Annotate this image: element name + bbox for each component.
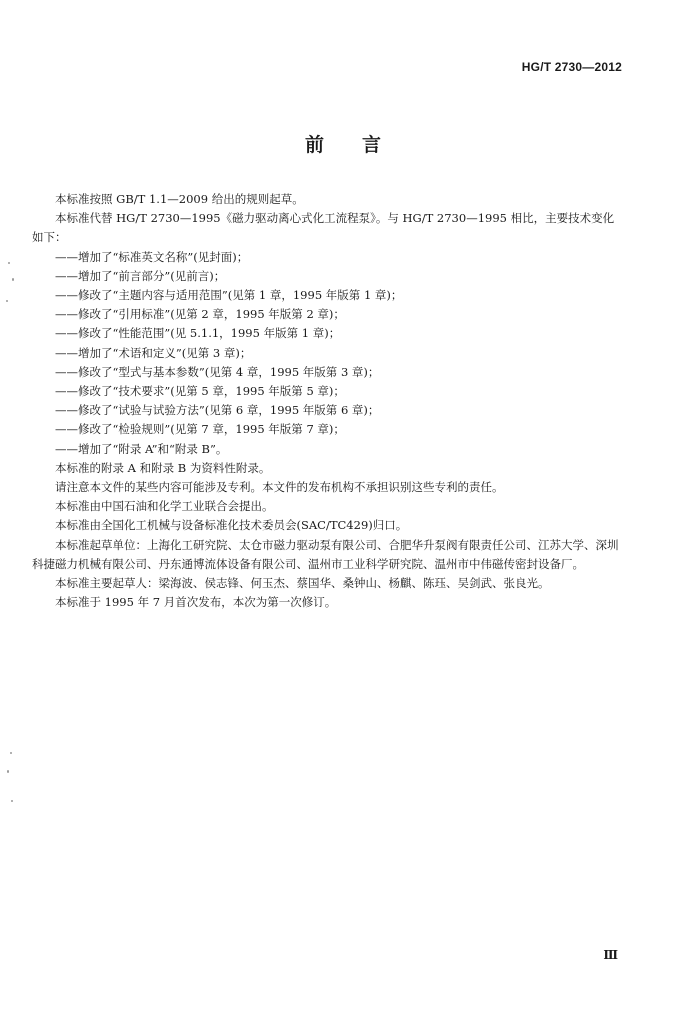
change-item: ——修改了“引用标准”(见第 2 章，1995 年版第 2 章)； — [55, 307, 345, 322]
standard-code: HG/T 2730—2012 — [521, 60, 622, 74]
scan-speck — [12, 278, 14, 281]
change-item: ——增加了“附录 A”和“附录 B”。 — [55, 441, 228, 456]
change-item: ——增加了“标准英文名称”(见封面)； — [55, 249, 249, 264]
paragraph: 本标准于 1995 年 7 月首次发布，本次为第一次修订。 — [55, 595, 337, 610]
scan-speck — [7, 770, 9, 773]
change-item: ——增加了“前言部分”(见前言)； — [55, 268, 226, 283]
change-item: ——增加了“术语和定义”(见第 3 章)； — [55, 345, 252, 360]
foreword-body — [32, 190, 622, 612]
change-item: ——修改了“主题内容与适用范围”(见第 1 章，1995 年版第 1 章)； — [55, 288, 403, 303]
page-number: Ⅲ — [603, 948, 618, 962]
paragraph: 请注意本文件的某些内容可能涉及专利。本文件的发布机构不承担识别这些专利的责任。 — [55, 480, 504, 495]
page-title: 前言 — [304, 134, 419, 156]
change-item: ——修改了“检验规则”(见第 7 章，1995 年版第 7 章)； — [55, 422, 345, 437]
paragraph: 本标准按照 GB/T 1.1—2009 给出的规则起草。 — [55, 192, 304, 206]
scan-speck — [10, 752, 12, 754]
paragraph: 本标准的附录 A 和附录 B 为资料性附录。 — [55, 460, 271, 475]
paragraph: 本标准由全国化工机械与设备标准化技术委员会(SAC/TC429)归口。 — [55, 518, 408, 533]
scan-speck — [6, 300, 8, 302]
paragraph: 本标准代替 HG/T 2730—1995《磁力驱动离心式化工流程泵》。与 HG/T 2730—1995 相比，主要技术变化如下： — [32, 211, 615, 245]
paragraph: 本标准主要起草人：梁海波、侯志锋、何玉杰、蔡国华、桑钟山、杨麒、陈珏、吴剑武、张良光。 — [55, 576, 550, 591]
paragraph: 本标准起草单位：上海化工研究院、太仓市磁力驱动泵有限公司、合肥华升泵阀有限责任公司、江苏大学、深圳科捷磁力机械有限公司、丹东通博流体设备有限公司、温州市工业科学研究院、温州市中伟磁传密封设备厂。 — [32, 537, 619, 571]
change-item: ——修改了“试验与试验方法”(见第 6 章，1995 年版第 6 章)； — [55, 403, 380, 418]
scan-speck — [8, 262, 10, 264]
scan-speck — [11, 800, 13, 802]
paragraph: 本标准由中国石油和化学工业联合会提出。 — [55, 499, 274, 514]
change-item: ——修改了“技术要求”(见第 5 章，1995 年版第 5 章)； — [55, 384, 345, 399]
change-item: ——修改了“性能范围”(见 5.1.1，1995 年版第 1 章)； — [55, 326, 341, 341]
change-item: ——修改了“型式与基本参数”(见第 4 章，1995 年版第 3 章)； — [55, 364, 380, 379]
